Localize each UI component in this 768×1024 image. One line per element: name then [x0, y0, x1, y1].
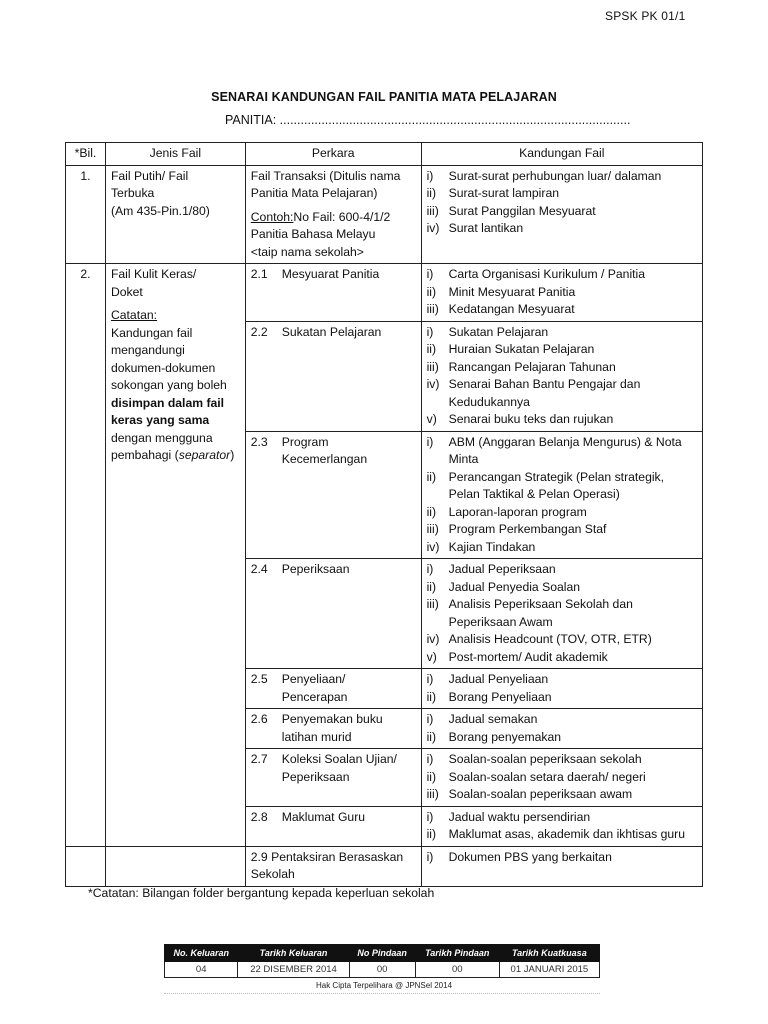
list-item: [427, 711, 697, 729]
perkara-cell: [245, 264, 421, 322]
item-numeral: iii): [426, 597, 439, 611]
perkara-number: 2.6: [250, 712, 268, 726]
perkara-cell: [245, 806, 421, 846]
list-item: [427, 284, 697, 302]
item-numeral: ii): [426, 186, 437, 200]
jenis-fail-cell: [105, 165, 245, 264]
perkara-cell: [245, 431, 421, 559]
file-contents-table: [65, 142, 703, 887]
table-row: [66, 165, 703, 264]
list-item: [427, 849, 697, 867]
item-text: Jadual Penyeliaan: [448, 672, 549, 686]
item-text: Carta Organisasi Kurikulum / Panitia: [448, 267, 646, 281]
item-numeral: ii): [426, 689, 437, 704]
list-item: [427, 504, 697, 522]
catatan-title: Catatan:: [110, 308, 158, 322]
issue-value-row: [165, 962, 600, 978]
list-item: [427, 751, 697, 769]
perkara-line: Fail Transaksi (Ditulis nama: [250, 168, 401, 183]
list-item: [427, 376, 697, 411]
item-text: Rancangan Pelajaran Tahunan: [448, 359, 616, 374]
list-item: [427, 301, 697, 319]
perkara-cell: [245, 165, 421, 264]
list-item: [427, 826, 697, 844]
document-code: SPSK PK 01/1: [605, 9, 686, 23]
catatan-close: ): [230, 448, 235, 462]
item-text: Program Perkembangan Staf: [448, 522, 607, 536]
perkara-cell: [245, 669, 421, 709]
list-item: [427, 631, 697, 649]
item-numeral: ii): [426, 579, 437, 594]
item-numeral: iv): [426, 377, 440, 391]
item-text: Surat-surat lampiran: [448, 186, 560, 200]
item-numeral: i): [426, 168, 434, 183]
perkara-line: Panitia Bahasa Melayu: [250, 227, 376, 241]
item-text: Analisis Headcount (TOV, OTR, ETR): [448, 632, 652, 646]
list-item: [427, 341, 697, 359]
issue-value: 22 DISEMBER 2014: [238, 962, 349, 978]
catatan-text: dengan mengguna pembahagi (: [110, 430, 213, 462]
item-numeral: v): [426, 649, 437, 664]
item-text: Post-mortem/ Audit akademik: [448, 649, 608, 664]
item-text: Sukatan Pelajaran: [448, 324, 549, 339]
item-text: ABM (Anggaran Belanja Mengurus) & Nota Minta: [448, 434, 682, 466]
item-numeral: v): [426, 412, 437, 426]
item-text: Surat Panggilan Mesyuarat: [448, 203, 596, 218]
item-text: Kedatangan Mesyuarat: [448, 302, 575, 316]
item-numeral: iii): [426, 203, 439, 218]
item-text: Jadual Peperiksaan: [448, 562, 556, 576]
item-numeral: ii): [426, 342, 437, 356]
kandungan-cell: [421, 846, 702, 886]
item-text: Soalan-soalan setara daerah/ negeri: [448, 769, 646, 784]
list-item: [427, 220, 697, 238]
item-numeral: ii): [426, 729, 437, 744]
issue-header: No Pindaan: [349, 945, 415, 962]
list-item: [427, 168, 697, 186]
kandungan-cell: [421, 431, 702, 559]
perkara-number: 2.7: [250, 752, 268, 766]
issue-value: 01 JANUARI 2015: [499, 962, 599, 978]
perkara-line: Panitia Mata Pelajaran): [250, 186, 378, 200]
issue-value: 04: [165, 962, 238, 978]
item-text: Jadual semakan: [448, 712, 538, 726]
list-item: [427, 561, 697, 579]
item-numeral: ii): [426, 769, 437, 784]
list-item: [427, 185, 697, 203]
item-numeral: ii): [426, 469, 437, 484]
perkara-label: Penyeliaan/ Pencerapan: [281, 672, 348, 704]
perkara-label: Maklumat Guru: [281, 809, 366, 824]
row-number: 2.: [66, 264, 106, 847]
panitia-label: PANITIA:: [225, 113, 277, 127]
perkara-number: 2.8: [250, 809, 268, 824]
item-numeral: ii): [426, 284, 437, 299]
issue-header: Tarikh Keluaran: [238, 945, 349, 962]
panitia-blank: .....................................................................................................: [279, 113, 631, 127]
item-text: Analisis Peperiksaan Sekolah dan Peperiksaan Awam: [448, 597, 633, 629]
item-numeral: i): [426, 324, 434, 339]
catatan-text: Kandungan fail mengandungi dokumen-dokumen sokongan yang boleh: [110, 325, 227, 392]
list-item: [427, 579, 697, 597]
perkara-label: Program Kecemerlangan: [281, 434, 368, 466]
perkara-line: <taip nama sekolah>: [250, 244, 364, 259]
list-item: [427, 649, 697, 667]
kandungan-cell: [421, 559, 702, 669]
perkara-number: 2.3: [250, 434, 268, 449]
item-text: Soalan-soalan peperiksaan sekolah: [448, 752, 642, 766]
catatan-body: [111, 325, 240, 465]
issue-value: 00: [415, 962, 499, 978]
example-file-number: No Fail: 600-4/1/2: [293, 209, 391, 224]
header-jenis-fail: Jenis Fail: [105, 143, 245, 166]
item-text: Surat-surat perhubungan luar/ dalaman: [448, 168, 662, 183]
item-text: Senarai buku teks dan rujukan: [448, 412, 614, 426]
item-numeral: iii): [426, 302, 439, 316]
item-text: Minit Mesyuarat Panitia: [448, 284, 576, 299]
item-numeral: iv): [426, 221, 440, 235]
list-item: [427, 469, 697, 504]
issue-header: Tarikh Kuatkuasa: [499, 945, 599, 962]
perkara-label: Penyemakan buku latihan murid: [281, 712, 383, 744]
item-numeral: ii): [426, 827, 437, 841]
list-item: [427, 203, 697, 221]
issue-header-row: [165, 945, 600, 962]
item-numeral: i): [426, 562, 434, 576]
list-item: [427, 689, 697, 707]
item-text: Laporan-laporan program: [448, 504, 587, 519]
item-text: Jadual Penyedia Soalan: [448, 579, 581, 594]
kandungan-cell: [421, 709, 702, 749]
issue-header: No. Keluaran: [165, 945, 238, 962]
item-numeral: iv): [426, 632, 440, 646]
header-perkara: Perkara: [245, 143, 421, 166]
document-title: SENARAI KANDUNGAN FAIL PANITIA MATA PELAJARAN: [211, 90, 557, 104]
list-item: [427, 769, 697, 787]
perkara-cell: [245, 321, 421, 431]
perkara-cell: [245, 709, 421, 749]
perkara-label: Sukatan Pelajaran: [281, 324, 382, 339]
kandungan-cell: [421, 749, 702, 807]
perkara-number: 2.2: [250, 324, 268, 339]
perkara-cell: [245, 749, 421, 807]
perkara-example: [251, 209, 416, 227]
item-numeral: i): [426, 752, 434, 766]
header-kandungan-fail: Kandungan Fail: [421, 143, 702, 166]
catatan-italic: separator: [178, 448, 231, 462]
item-numeral: i): [426, 434, 434, 449]
table-row: [66, 264, 703, 322]
list-item: [427, 411, 697, 429]
item-text: Borang Penyeliaan: [448, 689, 552, 704]
item-text: Huraian Sukatan Pelajaran: [448, 342, 595, 356]
list-item: [427, 434, 697, 469]
item-numeral: i): [426, 672, 434, 686]
jenis-fail-cell: [105, 846, 245, 886]
row-number: 1.: [66, 165, 106, 264]
list-item: [427, 324, 697, 342]
item-text: Maklumat asas, akademik dan ikhtisas guru: [448, 827, 686, 841]
catatan-emphasis: disimpan dalam fail keras yang sama: [110, 395, 225, 427]
table-header-row: [66, 143, 703, 166]
item-text: Perancangan Strategik (Pelan strategik, Pelan Taktikal & Pelan Operasi): [448, 469, 665, 501]
list-item: [427, 671, 697, 689]
header-bil: *Bil.: [66, 143, 106, 166]
item-text: Kajian Tindakan: [448, 539, 536, 554]
item-numeral: i): [426, 267, 434, 281]
jenis-line: Terbuka: [110, 186, 155, 200]
item-text: Dokumen PBS yang berkaitan: [448, 849, 612, 864]
kandungan-cell: [421, 264, 702, 322]
issue-info-table: [164, 944, 600, 978]
footer-divider: [164, 993, 600, 994]
jenis-line: Fail Kulit Keras/: [110, 267, 197, 281]
item-numeral: i): [426, 712, 434, 726]
item-numeral: iii): [426, 522, 439, 536]
item-numeral: ii): [426, 504, 437, 519]
item-text: Soalan-soalan peperiksaan awam: [448, 787, 633, 801]
item-text: Borang penyemakan: [448, 729, 562, 744]
item-numeral: iv): [426, 539, 440, 554]
jenis-line: (Am 435-Pin.1/80): [110, 203, 210, 218]
item-text: Surat lantikan: [448, 221, 524, 235]
item-numeral: i): [426, 809, 434, 824]
list-item: [427, 266, 697, 284]
list-item: [427, 809, 697, 827]
list-item: [427, 521, 697, 539]
item-text: Senarai Bahan Bantu Pengajar dan Kedudukannya: [448, 377, 641, 409]
item-numeral: iii): [426, 787, 439, 801]
list-item: [427, 539, 697, 557]
item-text: Jadual waktu persendirian: [448, 809, 591, 824]
perkara-label: Mesyuarat Panitia: [281, 267, 380, 281]
issue-value: 00: [349, 962, 415, 978]
perkara-number: 2.4: [250, 562, 268, 576]
list-item: [427, 729, 697, 747]
perkara-label: Peperiksaan: [281, 562, 350, 576]
table-row: [66, 846, 703, 886]
item-numeral: i): [426, 849, 434, 864]
row-number: [66, 846, 106, 886]
example-label: Contoh:: [250, 209, 294, 224]
perkara-number: 2.1: [250, 267, 268, 281]
list-item: [427, 786, 697, 804]
kandungan-cell: [421, 669, 702, 709]
jenis-fail-cell: [105, 264, 245, 847]
footnote: *Catatan: Bilangan folder bergantung kepada keperluan sekolah: [88, 886, 435, 900]
jenis-line: Doket: [110, 284, 143, 299]
list-item: [427, 596, 697, 631]
perkara-cell: [245, 559, 421, 669]
panitia-field: [225, 113, 630, 127]
perkara-label: Koleksi Soalan Ujian/ Peperiksaan: [281, 752, 397, 784]
item-numeral: iii): [426, 359, 439, 374]
issue-header: Tarikh Pindaan: [415, 945, 499, 962]
jenis-line: Fail Putih/ Fail: [110, 168, 189, 183]
copyright-notice: Hak Cipta Terpelihara @ JPNSel 2014: [315, 981, 453, 990]
kandungan-cell: [421, 321, 702, 431]
kandungan-cell: [421, 806, 702, 846]
perkara-number: 2.5: [250, 672, 268, 686]
list-item: [427, 359, 697, 377]
kandungan-cell: [421, 165, 702, 264]
perkara-cell: 2.9 Pentaksiran Berasaskan Sekolah: [245, 846, 421, 886]
